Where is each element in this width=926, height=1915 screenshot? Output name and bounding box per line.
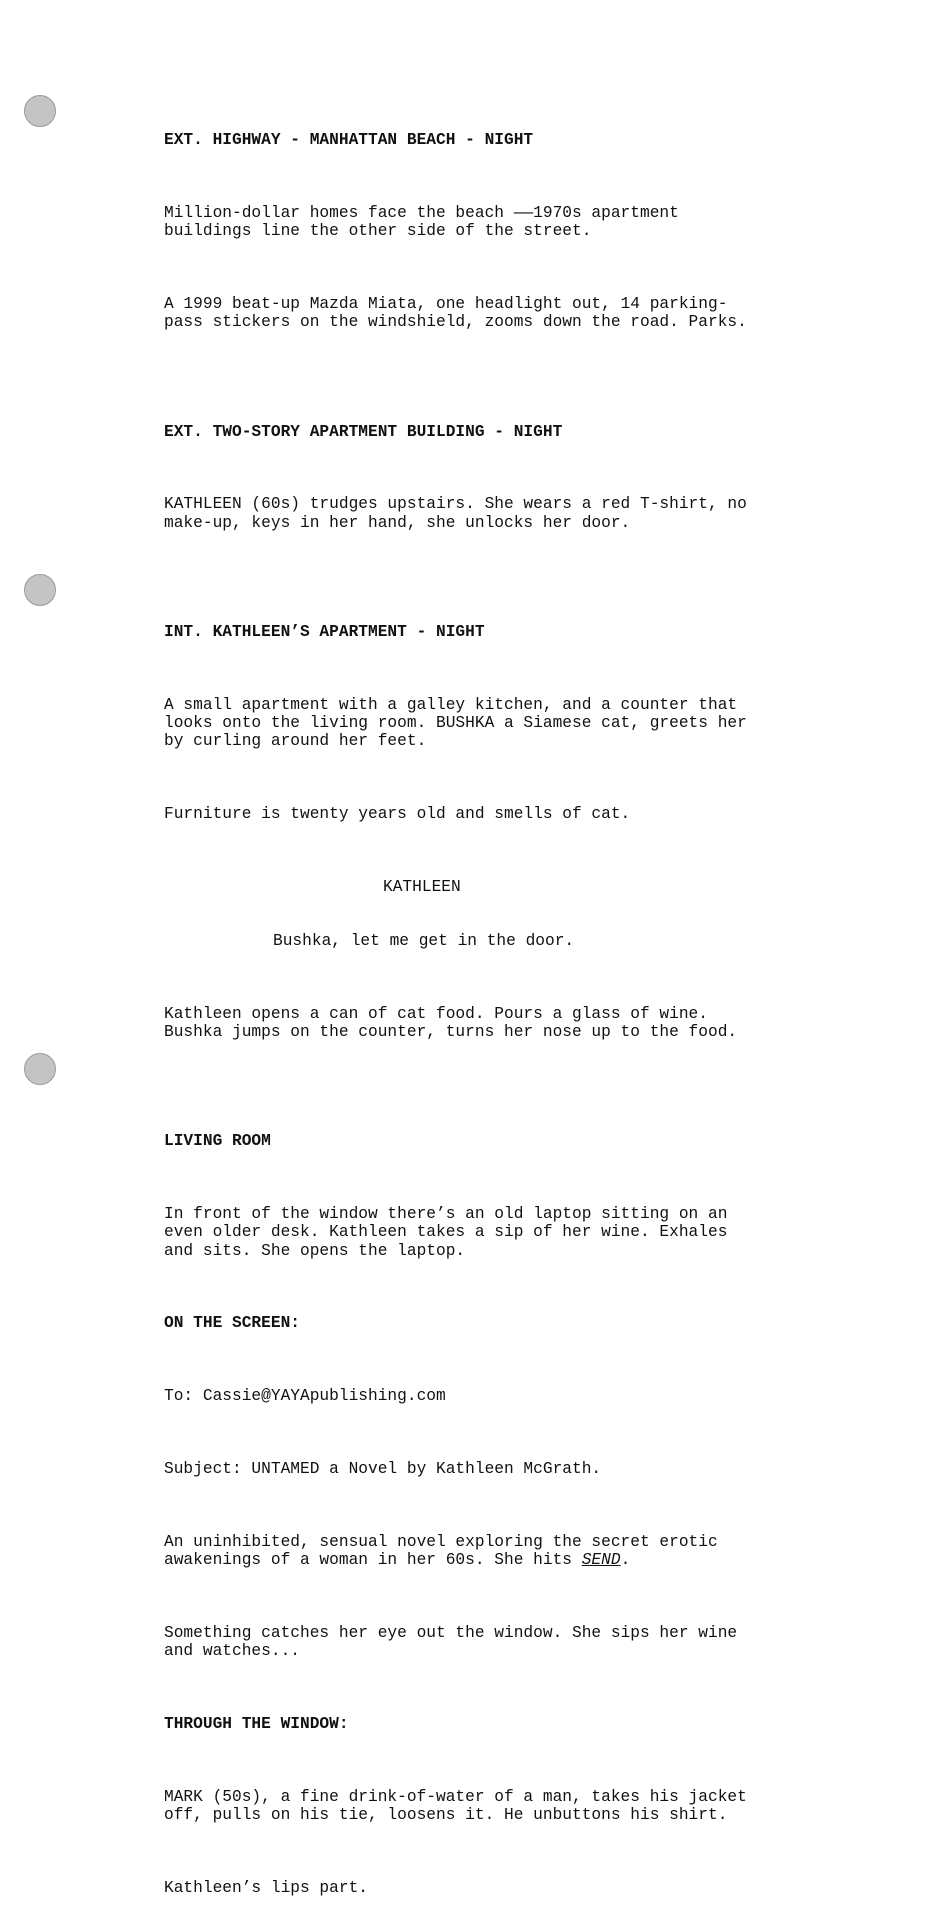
scene-heading: EXT. TWO-STORY APARTMENT BUILDING - NIGHT xyxy=(164,422,563,441)
email-to-line: To: Cassie@YAYApublishing.com xyxy=(164,1387,446,1406)
email-body-end: . xyxy=(620,1551,631,1570)
action-line: A 1999 beat-up Mazda Miata, one headlight out, 14 parking- pass stickers on the windshield, zooms down the road. Parks. xyxy=(164,295,747,332)
email-subject-line: Subject: UNTAMED a Novel by Kathleen McGrath. xyxy=(164,1460,602,1479)
action-line: A small apartment with a galley kitchen, and a counter that looks onto the living room. BUSHKA a Siamese cat, greets her by curling around her feet. xyxy=(164,695,747,751)
action-line: Million-dollar homes face the beach ——1970s apartment buildings line the other side of the street. xyxy=(164,204,679,241)
email-body-text: An uninhibited, sensual novel exploring the secret erotic awakenings of a woman in her 60s. She hits xyxy=(164,1532,718,1570)
action-line: In front of the window there’s an old laptop sitting on an even older desk. Kathleen takes a sip of her wine. Exhales and sits. She opens the laptop. xyxy=(164,1205,728,1260)
binder-hole-middle xyxy=(24,574,56,606)
action-line xyxy=(164,1533,824,1569)
sub-heading: ON THE SCREEN: xyxy=(164,1314,300,1333)
binder-hole-top xyxy=(24,95,56,127)
scene-heading: LIVING ROOM xyxy=(164,1132,271,1151)
binder-hole-bottom xyxy=(24,1053,56,1085)
scene-heading: EXT. HIGHWAY - MANHATTAN BEACH - NIGHT xyxy=(164,131,534,150)
action-line: KATHLEEN (60s) trudges upstairs. She wears a red T-shirt, no make-up, keys in her hand, she unlocks her door. xyxy=(164,495,747,532)
screenplay-page xyxy=(164,95,824,1915)
dialogue-line: Bushka, let me get in the door. xyxy=(273,932,575,951)
scene-heading: INT. KATHLEEN’S APARTMENT - NIGHT xyxy=(164,622,485,641)
send-emphasis: SEND xyxy=(581,1551,621,1570)
action-line: Something catches her eye out the window. She sips her wine and watches... xyxy=(164,1623,738,1661)
sub-heading: THROUGH THE WINDOW: xyxy=(164,1714,349,1733)
action-line: Kathleen’s lips part. xyxy=(164,1878,368,1897)
character-name: KATHLEEN xyxy=(383,877,461,896)
action-line: Kathleen opens a can of cat food. Pours a glass of wine. Bushka jumps on the counter, turns her nose up to the food. xyxy=(164,1005,738,1042)
action-line: MARK (50s), a fine drink-of-water of a man, takes his jacket off, pulls on his tie, loosens it. He unbuttons his shirt. xyxy=(164,1787,747,1824)
action-line: Furniture is twenty years old and smells of cat. xyxy=(164,804,631,823)
